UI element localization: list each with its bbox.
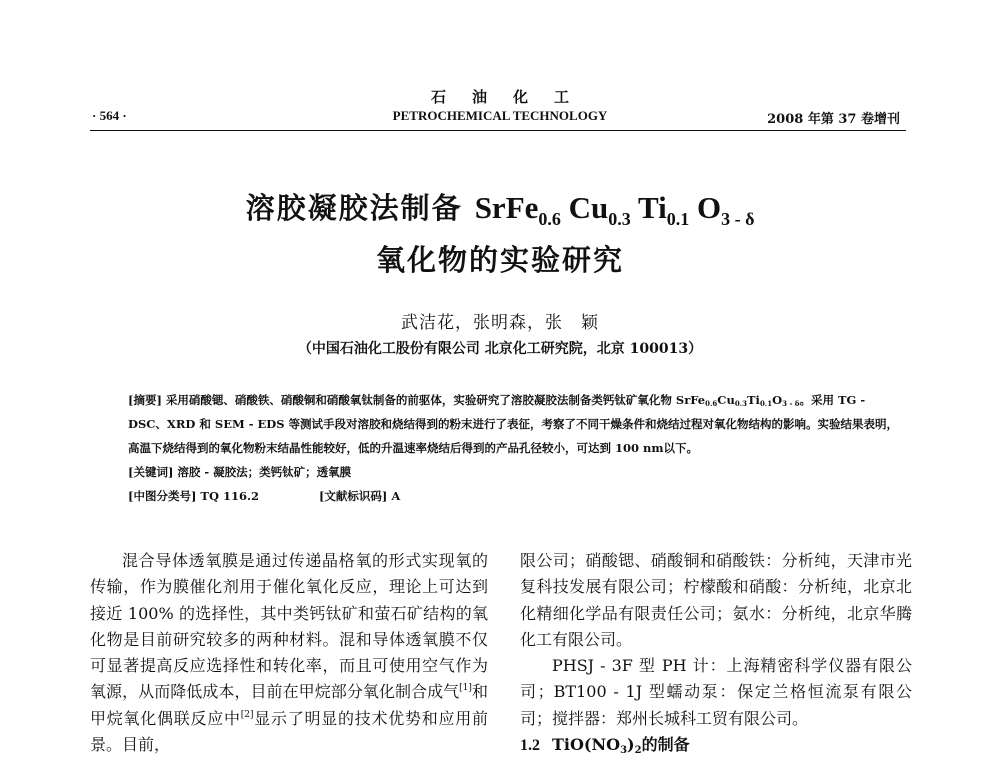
journal-title-en: PETROCHEMICAL TECHNOLOGY (392, 108, 608, 123)
body-left-column (90, 548, 488, 758)
issue-info: 2008 年第 37 卷增刊 (767, 112, 900, 127)
doc-code-label: [文献标识码] (318, 489, 388, 503)
abstract: [摘要] 采用硝酸锶、硝酸铁、硝酸铜和硝酸氧钛制备的前驱体，实验研究了溶胶凝胶法制备类钙钛矿氧化物 $SrFe_{0.6}Cu_{0.3}Ti_{0.1}O_{3 - \delta}$。采用 TG - DSC、XRD 和 SEM - EDS 等测试手段对溶胶和烧结得到的粉末进行了表征，考察了不同干燥条件和烧结过程对氧化物结构的影响。实验结果表明，高温下烧结得到的氧化物粉末结晶性能较好，低的升温速率烧结后得到的产品孔径较小，可达到 100 nm以下。 (128, 393, 899, 455)
abstract-label: [摘要] (128, 393, 162, 407)
affiliation: （中国石油化工股份有限公司 北京化工研究院，北京 100013） (297, 341, 703, 357)
section-heading-1-2: 1.2 $TiO(NO_3)_2$的制备 (520, 735, 690, 757)
authors: 武洁花，张明森，张 颖 (401, 313, 599, 333)
body-right-column (520, 548, 912, 759)
title-prefix: 溶胶凝胶法制备 (245, 191, 463, 225)
clc-label: [中图分类号] (128, 489, 197, 503)
paper-title-line2: 氧化物的实验研究 (375, 243, 624, 277)
citation-2[interactable]: [2] (240, 709, 254, 720)
intro-paragraph: 混合导体透氧膜是通过传递晶格氧的形式实现氧的传输，作为膜催化剂用于催化氧化反应，理论上可达到接近 100% 的选择性，其中类钙钛矿和萤石矿结构的氧化物是目前研究较多的两种材料。混和导体透氧膜不仅可显著提高反应选择性和转化率，而且可使用空气作为氧源，从而降低成本，目前在甲烷部分氧化制合成气[1]和甲烷氧化偶联反应中[2]显示了明显的技术优势和应用前景。目前， (90, 551, 488, 755)
journal-title-cn: 石油化工 (430, 88, 595, 106)
clc-code: TQ 116.2 (200, 489, 259, 503)
keywords-label: [关键词] (128, 465, 174, 479)
classification (128, 484, 898, 508)
header-rule (90, 130, 906, 131)
title-formula: SrFe$_{0.6}$ $Cu_{0.3}$ $Ti_{0.1}$ $O_{3 - \delta}$ (474, 190, 755, 229)
instruments-paragraph: PHSJ - 3F 型 PH 计：上海精密科学仪器有限公司；BT100 - 1J 型蠕动泵：保定兰格恒流泵有限公司；搅拌器：郑州长城科工贸有限公司。 (520, 656, 912, 728)
reagents-paragraph: 限公司；硝酸锶、硝酸铜和硝酸铁：分析纯，天津市光复科技发展有限公司；柠檬酸和硝酸：分析纯，北京北化精细化学品有限责任公司；氨水：分析纯，北京华腾化工有限公司。 (520, 551, 912, 649)
page-number: · 564 · (92, 108, 127, 123)
paper-title-line1 (0, 186, 1000, 227)
keywords: [关键词] 溶胶 - 凝胶法；类钙钛矿；透氧膜 (128, 465, 352, 479)
doc-code: A (391, 489, 401, 503)
abstract-block (128, 388, 898, 508)
citation-1[interactable]: [1] (459, 683, 472, 694)
